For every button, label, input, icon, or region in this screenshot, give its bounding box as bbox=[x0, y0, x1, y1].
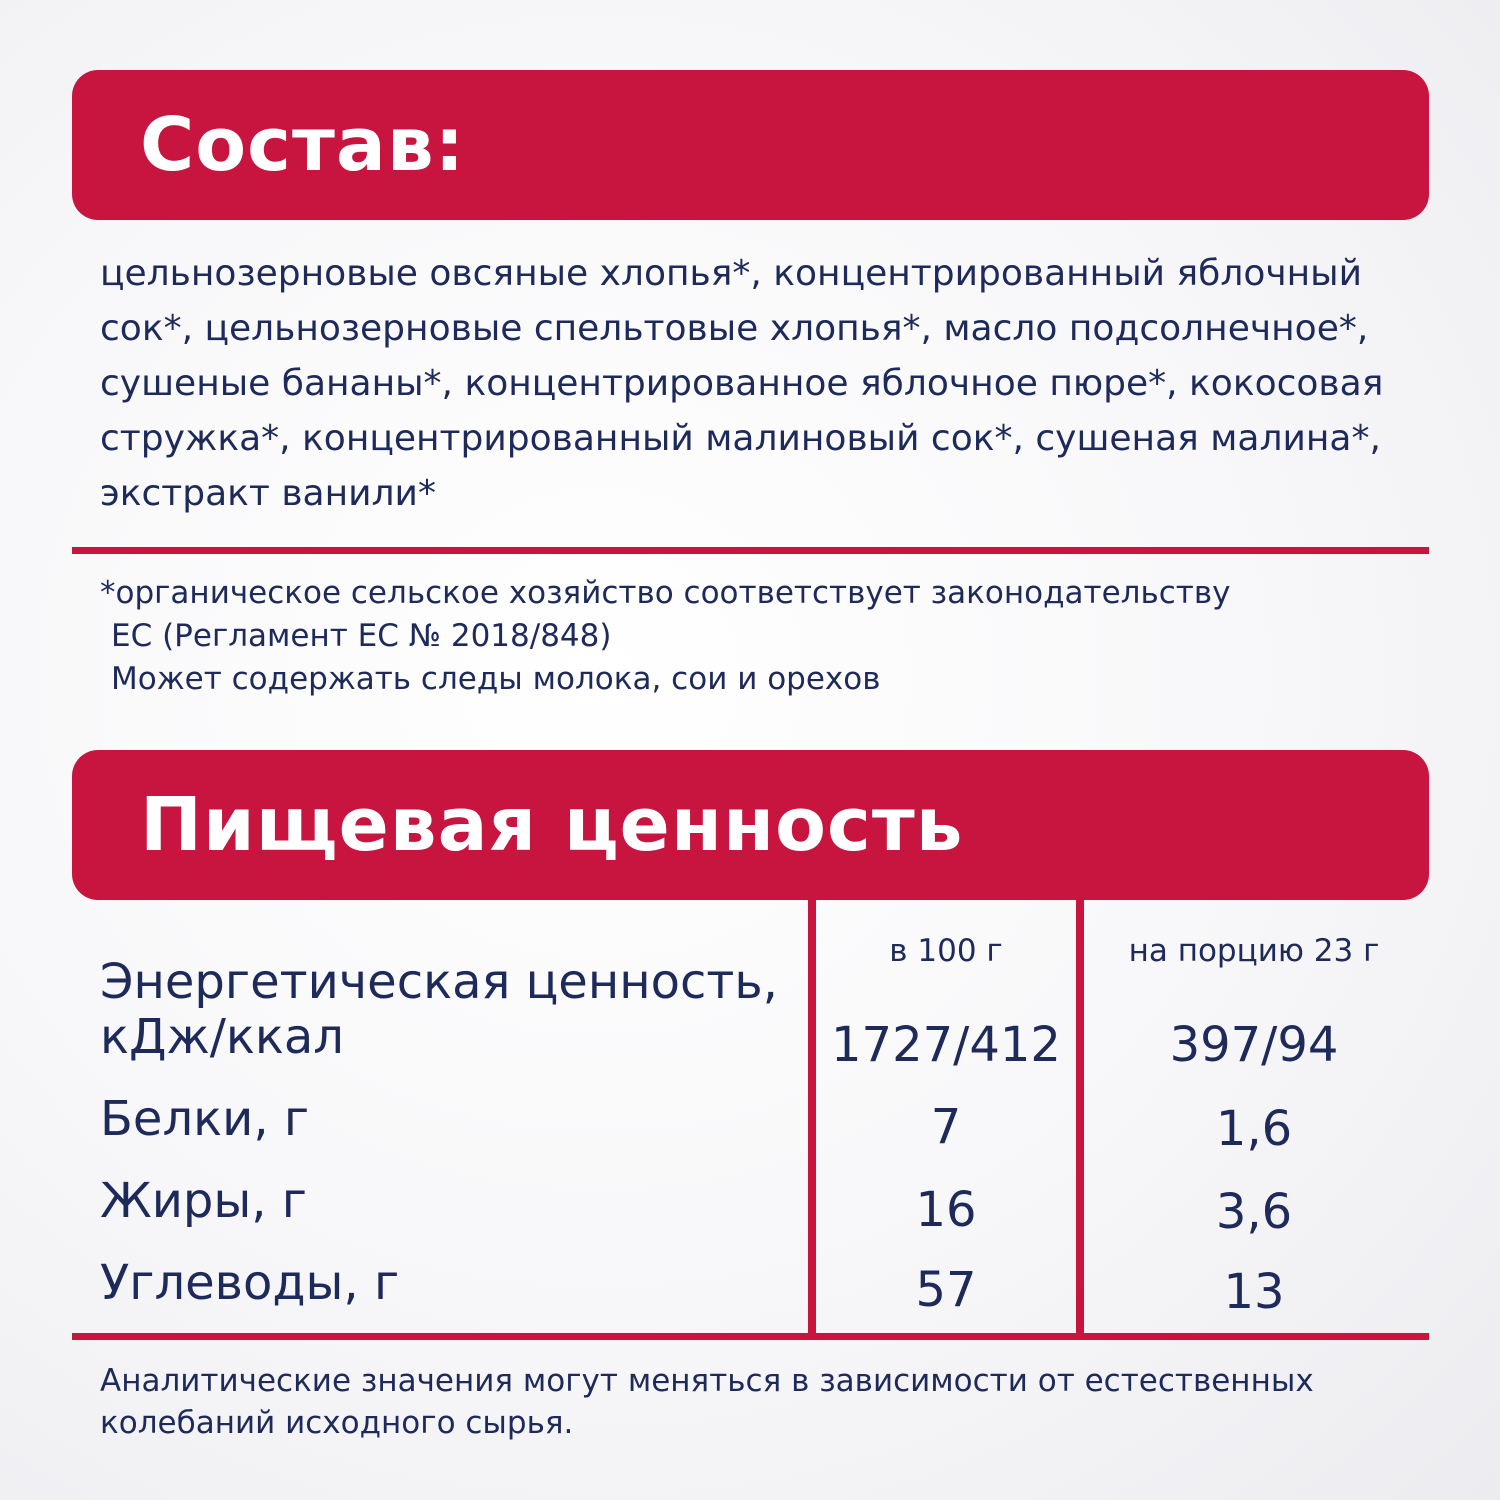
column-header-per-100g: в 100 г bbox=[889, 933, 1003, 969]
ingredients-line: экстракт ванили* bbox=[100, 473, 436, 514]
footnote-line: Аналитические значения могут меняться в зависимости от естественных bbox=[100, 1363, 1314, 1399]
row-label-protein: Белки, г bbox=[100, 1091, 310, 1147]
analytical-footnote bbox=[100, 1360, 1420, 1444]
row-label-carbs: Углеводы, г bbox=[100, 1255, 400, 1311]
carbs-per-portion: 13 bbox=[1223, 1264, 1285, 1320]
fat-per-portion: 3,6 bbox=[1215, 1184, 1293, 1240]
ingredients-list bbox=[100, 246, 1420, 521]
fat-per-100g: 16 bbox=[915, 1182, 977, 1238]
row-label-energy: Энергетическая ценность, bbox=[100, 954, 778, 1010]
organic-note: *органическое сельское хозяйство соответствует законодательству bbox=[100, 575, 1231, 611]
column-header-per-portion: на порцию 23 г bbox=[1128, 933, 1380, 969]
allergen-note: Может содержать следы молока, сои и орехов bbox=[111, 661, 881, 697]
divider bbox=[72, 547, 1429, 554]
composition-title: Состав: bbox=[140, 102, 466, 188]
ingredients-line: стружка*, концентрированный малиновый сок*, сушеная малина*, bbox=[100, 418, 1381, 459]
energy-per-portion: 397/94 bbox=[1169, 1017, 1339, 1073]
energy-per-100g: 1727/412 bbox=[831, 1017, 1061, 1073]
ingredients-line: сушеные бананы*, концентрированное яблочное пюре*, кокосовая bbox=[100, 363, 1384, 404]
nutrition-banner bbox=[72, 750, 1429, 900]
carbs-per-100g: 57 bbox=[915, 1262, 977, 1318]
composition-banner bbox=[72, 70, 1429, 220]
protein-per-100g: 7 bbox=[930, 1099, 962, 1155]
row-label-fat: Жиры, г bbox=[100, 1173, 307, 1229]
protein-per-portion: 1,6 bbox=[1215, 1101, 1293, 1157]
ingredients-line: сок*, цельнозерновые спельтовые хлопья*, масло подсолнечное*, bbox=[100, 308, 1369, 349]
footnote-line: колебаний исходного сырья. bbox=[100, 1405, 574, 1441]
ingredients-line: цельнозерновые овсяные хлопья*, концентрированный яблочный bbox=[100, 253, 1362, 294]
divider bbox=[72, 1333, 1429, 1340]
row-label-energy-unit: кДж/ккал bbox=[100, 1009, 344, 1065]
column-divider bbox=[1076, 900, 1084, 1334]
column-divider bbox=[808, 900, 816, 1334]
regulation-note: ЕС (Регламент ЕС № 2018/848) bbox=[111, 618, 612, 654]
nutrition-title: Пищевая ценность bbox=[140, 782, 964, 868]
